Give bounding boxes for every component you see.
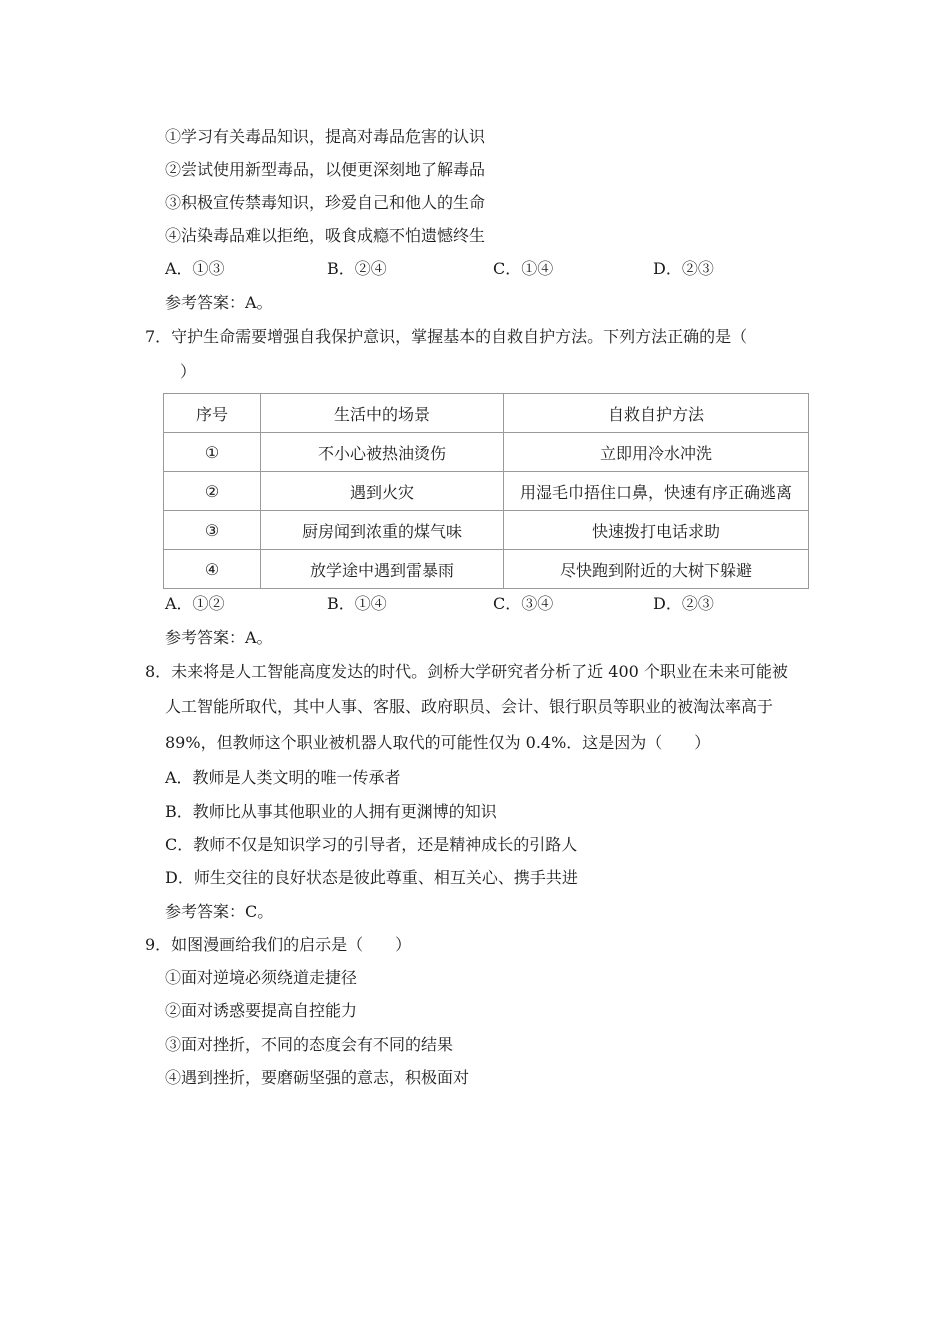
q6-option-a[interactable]: A．①③ (165, 259, 225, 278)
table-cell: ③ (164, 511, 261, 550)
q6-options (165, 258, 825, 280)
q9-item-1: ①面对逆境必须绕道走捷径 (165, 968, 358, 987)
q6-item-3: ③积极宣传禁毒知识，珍爱自己和他人的生命 (165, 193, 486, 212)
q8-stem-cont-1: 人工智能所取代，其中人事、客服、政府职员、会计、银行职员等职业的被淘汰率高于 (165, 697, 774, 716)
q6-item-4: ④沾染毒品难以拒绝，吸食成瘾不怕遗憾终生 (165, 226, 486, 245)
table-header: 自救自护方法 (504, 394, 809, 433)
table-cell: 尽快跑到附近的大树下躲避 (504, 550, 809, 589)
q8-option-d[interactable]: D．师生交往的良好状态是彼此尊重、相互关心、携手共进 (165, 868, 578, 887)
q7-options (165, 593, 825, 615)
q6-answer: 参考答案：A。 (165, 293, 273, 312)
table-cell: 快速拨打电话求助 (504, 511, 809, 550)
table-row (164, 511, 809, 550)
table-row (164, 433, 809, 472)
table-cell: 用湿毛巾捂住口鼻，快速有序正确逃离 (504, 472, 809, 511)
q8-stem: 8．未来将是人工智能高度发达的时代。剑桥大学研究者分析了近 400 个职业在未来可能被 (145, 662, 788, 681)
table-cell: ④ (164, 550, 261, 589)
q9-item-4: ④遇到挫折，要磨砺坚强的意志，积极面对 (165, 1068, 470, 1087)
q6-option-d[interactable]: D．②③ (653, 259, 714, 278)
q6-option-c[interactable]: C．①④ (493, 259, 554, 278)
q7-stem-cont: ） (180, 362, 197, 381)
q8-stem-cont-2: 89%，但教师这个职业被机器人取代的可能性仅为 0.4%．这是因为（ ） (165, 733, 711, 752)
q6-item-2: ②尝试使用新型毒品，以便更深刻地了解毒品 (165, 160, 486, 179)
table-cell: 放学途中遇到雷暴雨 (261, 550, 504, 589)
q9-stem: 9．如图漫画给我们的启示是（ ） (145, 935, 412, 954)
q7-option-c[interactable]: C．③④ (493, 594, 554, 613)
q7-stem: 7．守护生命需要增强自我保护意识，掌握基本的自救自护方法。下列方法正确的是（ (145, 327, 748, 346)
q7-answer: 参考答案：A。 (165, 628, 273, 647)
q6-item-1: ①学习有关毒品知识，提高对毒品危害的认识 (165, 127, 486, 146)
table-cell: 遇到火灾 (261, 472, 504, 511)
q8-answer: 参考答案：C。 (165, 902, 274, 921)
q7-option-b[interactable]: B．①④ (327, 594, 387, 613)
table-cell: 不小心被热油烫伤 (261, 433, 504, 472)
q8-option-c[interactable]: C．教师不仅是知识学习的引导者，还是精神成长的引路人 (165, 835, 578, 854)
table-row (164, 472, 809, 511)
table-cell: ① (164, 433, 261, 472)
q9-item-3: ③面对挫折，不同的态度会有不同的结果 (165, 1035, 454, 1054)
table-cell: 立即用冷水冲洗 (504, 433, 809, 472)
q9-item-2: ②面对诱惑要提高自控能力 (165, 1001, 358, 1020)
scenario-table (163, 393, 809, 589)
table-header: 序号 (164, 394, 261, 433)
q6-option-b[interactable]: B．②④ (327, 259, 387, 278)
table-row (164, 550, 809, 589)
table-cell: ② (164, 472, 261, 511)
table-header: 生活中的场景 (261, 394, 504, 433)
q8-option-b[interactable]: B．教师比从事其他职业的人拥有更渊博的知识 (165, 802, 497, 821)
table-header-row (164, 394, 809, 433)
q7-option-a[interactable]: A．①② (165, 594, 225, 613)
q8-option-a[interactable]: A．教师是人类文明的唯一传承者 (165, 768, 401, 787)
table-cell: 厨房闻到浓重的煤气味 (261, 511, 504, 550)
q7-option-d[interactable]: D．②③ (653, 594, 714, 613)
